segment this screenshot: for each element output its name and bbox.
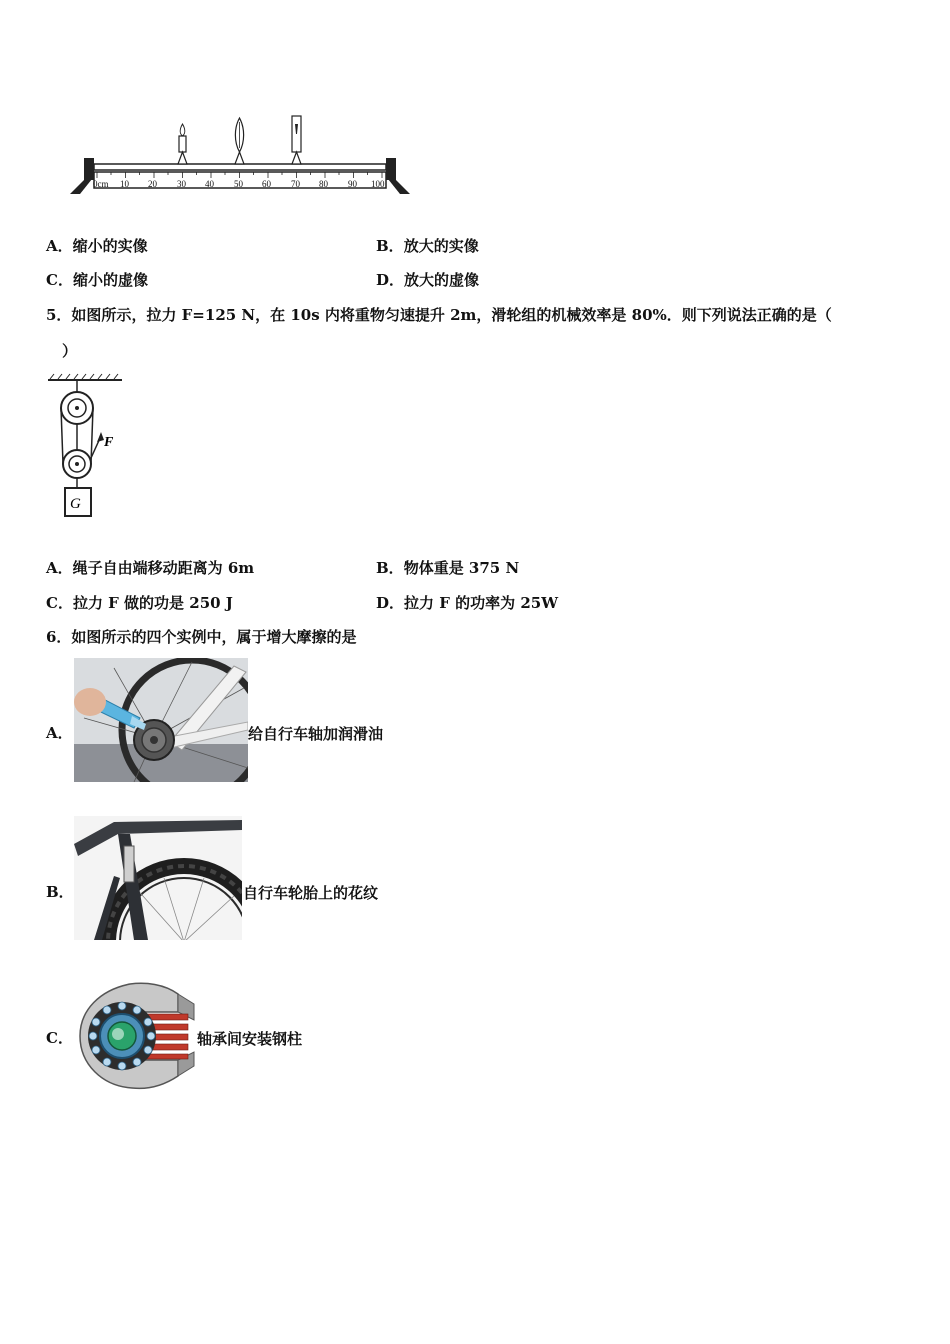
q6-option-a-letter[interactable]: A． [46,724,73,742]
option-text: 放大的虚像 [404,271,480,289]
q5-option-d[interactable] [376,593,558,613]
option-letter: A． [46,559,73,577]
pulley-system-figure [44,372,128,522]
option-text: 缩小的虚像 [72,271,148,289]
ruler-label: 70 [291,179,300,189]
ruler-label: 40 [205,179,214,189]
option-letter: C． [46,271,73,289]
option-text: 绳子自由端移动距离为 6m [72,559,255,577]
force-label: F [104,435,114,450]
ruler-label: 0cm [93,179,109,189]
option-text: 放大的实像 [403,237,479,255]
option-text: 物体重是 375 N [403,559,520,577]
q6-option-b-caption: 自行车轮胎上的花纹 [243,884,379,902]
ruler-label: 80 [319,179,328,189]
option-letter: D． [376,271,405,289]
option-letter: C． [46,594,73,612]
ruler-label: 50 [234,179,243,189]
ruler-label: 10 [120,179,129,189]
option-letter: B． [376,237,404,255]
bicycle-lubrication-photo [74,658,248,782]
q6-option-a-caption: 给自行车轴加润滑油 [248,725,384,743]
bicycle-tire-photo [74,816,242,940]
option-text: 缩小的实像 [72,237,148,255]
q4-option-b[interactable] [376,236,479,256]
q5-stem: 5．如图所示，拉力 F=125 N，在 10s 内将重物匀速提升 2m，滑轮组的机械效率是 80%．则下列说法正确的是（ [46,306,832,324]
option-letter: D． [376,594,405,612]
ruler-label: 20 [148,179,157,189]
q5-stem-continued: ） [62,342,78,360]
ruler-label: 100 [371,179,385,189]
q5-option-a[interactable] [46,558,254,578]
ruler-label: 30 [177,179,186,189]
option-text: 拉力 F 做的功是 250 J [72,594,233,612]
q4-option-a[interactable] [46,236,148,256]
q6-option-b-letter[interactable]: B． [46,883,74,901]
q4-option-d[interactable] [376,270,479,290]
q6-option-c-letter[interactable]: C． [46,1029,73,1047]
option-text: 拉力 F 的功率为 25W [404,594,559,612]
weight-label: G [70,496,81,512]
screen-icon [292,116,301,164]
q5-option-b[interactable] [376,558,519,578]
option-letter: B． [376,559,404,577]
candle-icon [178,124,187,164]
option-letter: A． [46,237,73,255]
lens-icon [235,118,244,164]
q4-option-c[interactable] [46,270,148,290]
bearing-photo [74,980,198,1092]
optical-bench-figure [66,112,416,200]
q5-option-c[interactable] [46,593,233,613]
ruler-label: 60 [262,179,271,189]
ruler-label: 90 [348,179,357,189]
q6-stem: 6．如图所示的四个实例中，属于增大摩擦的是 [46,628,357,646]
q6-option-c-caption: 轴承间安装钢柱 [197,1030,303,1048]
